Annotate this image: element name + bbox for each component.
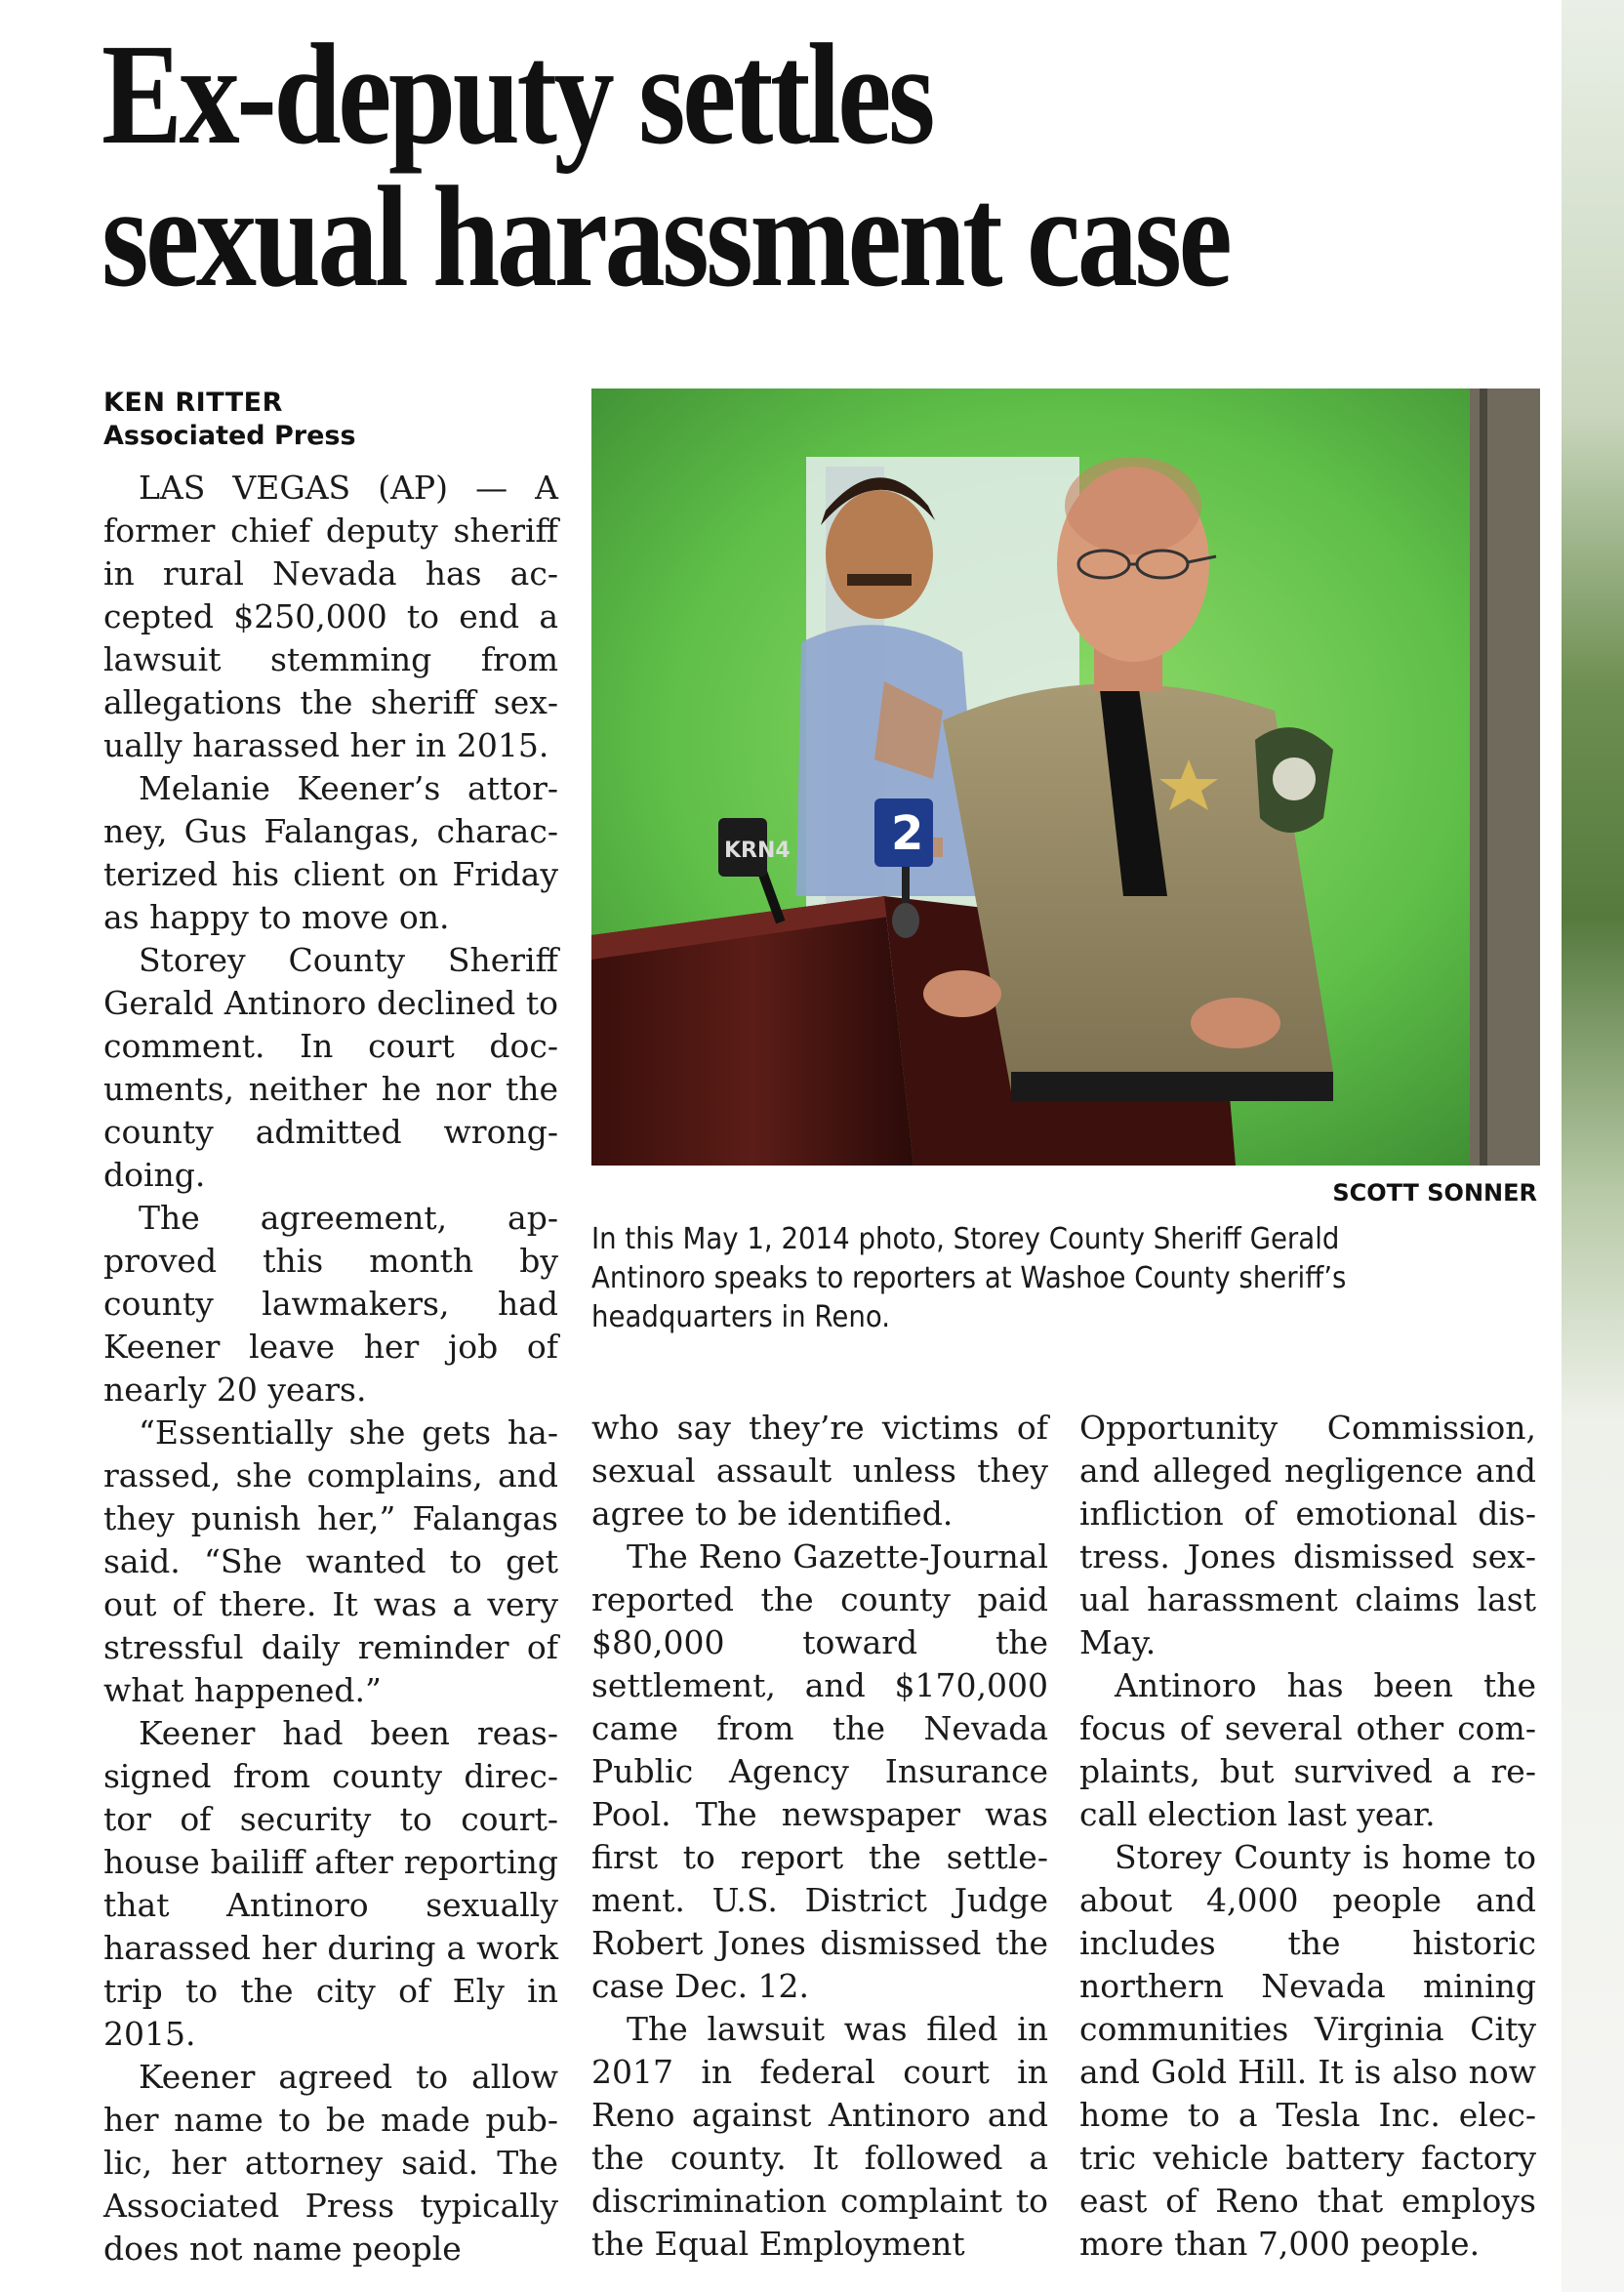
headline bbox=[102, 15, 1331, 317]
headline-line-2: sexual harassment case bbox=[102, 157, 1230, 317]
paragraph: Storey County is home to about 4,000 people and includes the historic northern Nevada mining communities Virginia City and Gold Hill. It is also now home to a Tesla Inc. electric vehicle battery factory east of Reno that employs more than 7,000 people. bbox=[1079, 1838, 1536, 2263]
paragraph: The Reno Gazette-Journal reported the county paid $80,000 toward the settlement, and $170,000 came from the Nevada Public Agency Insurance Pool. The newspaper was first to report the settlement. U.S. District Judge Robert Jones dismissed the case Dec. 12. bbox=[591, 1537, 1048, 2005]
photo-caption: In this May 1, 2014 photo, Storey County Sheriff Gerald Antinoro speaks to reporters at Washoe County sheriff’s headquarters in Reno. bbox=[591, 1222, 1347, 1334]
photo-credit: SCOTT SONNER bbox=[1332, 1179, 1537, 1207]
headline-line-1: Ex-deputy settles bbox=[102, 15, 933, 175]
paragraph: “Essentially she gets harassed, she complains, and they punish her,” Falangas said. “She wanted to get out of there. It was a very stressful daily reminder of what happened.” bbox=[103, 1413, 558, 1709]
paragraph: Storey County Sheriff Gerald Antinoro declined to comment. In court documents, neither he nor the county admitted wrongdoing. bbox=[103, 941, 558, 1194]
paragraph: Keener agreed to allow her name to be made public, her attorney said. The Associated Press typically does not name people bbox=[103, 2058, 558, 2268]
paragraph: The lawsuit was filed in 2017 in federal court in Reno against Antinoro and the county. It followed a discrimination complaint to the Equal Employment bbox=[591, 2010, 1048, 2263]
article-column-1 bbox=[103, 467, 558, 2271]
paragraph: Melanie Keener’s attorney, Gus Falangas, characterized his client on Friday as happy to move on. bbox=[103, 769, 558, 936]
mic-flag-right: 2 bbox=[891, 806, 924, 861]
byline-author: KEN RITTER bbox=[103, 388, 283, 418]
mic-flag-left: KRN4 bbox=[724, 839, 791, 863]
paragraph: LAS VEGAS (AP) — A former chief deputy sheriff in rural Nevada has accepted $250,000 to end a lawsuit stemming from allegations the sheriff sexually harassed her in 2015. bbox=[103, 469, 558, 764]
article-column-2 bbox=[591, 1407, 1048, 2266]
adjacent-page-edge bbox=[1562, 0, 1624, 2292]
byline-organization: Associated Press bbox=[103, 421, 356, 451]
paragraph: Antinoro has been the focus of several other complaints, but survived a recall election last year. bbox=[1079, 1666, 1536, 1833]
paragraph: Keener had been reassigned from county director of security to courthouse bailiff after reporting that Antinoro sexually harassed her during a work trip to the city of Ely in 2015. bbox=[103, 1714, 558, 2053]
article-column-3 bbox=[1079, 1407, 1536, 2266]
paragraph: Opportunity Commission, and alleged negligence and infliction of emotional distress. Jones dismissed sexual harassment claims last May. bbox=[1079, 1409, 1536, 1661]
paragraph: who say they’re victims of sexual assault unless they agree to be identified. bbox=[591, 1409, 1048, 1533]
byline bbox=[103, 387, 356, 453]
news-photo bbox=[591, 389, 1540, 1166]
paragraph: The agreement, approved this month by county lawmakers, had Keener leave her job of nearly 20 years. bbox=[103, 1199, 558, 1409]
